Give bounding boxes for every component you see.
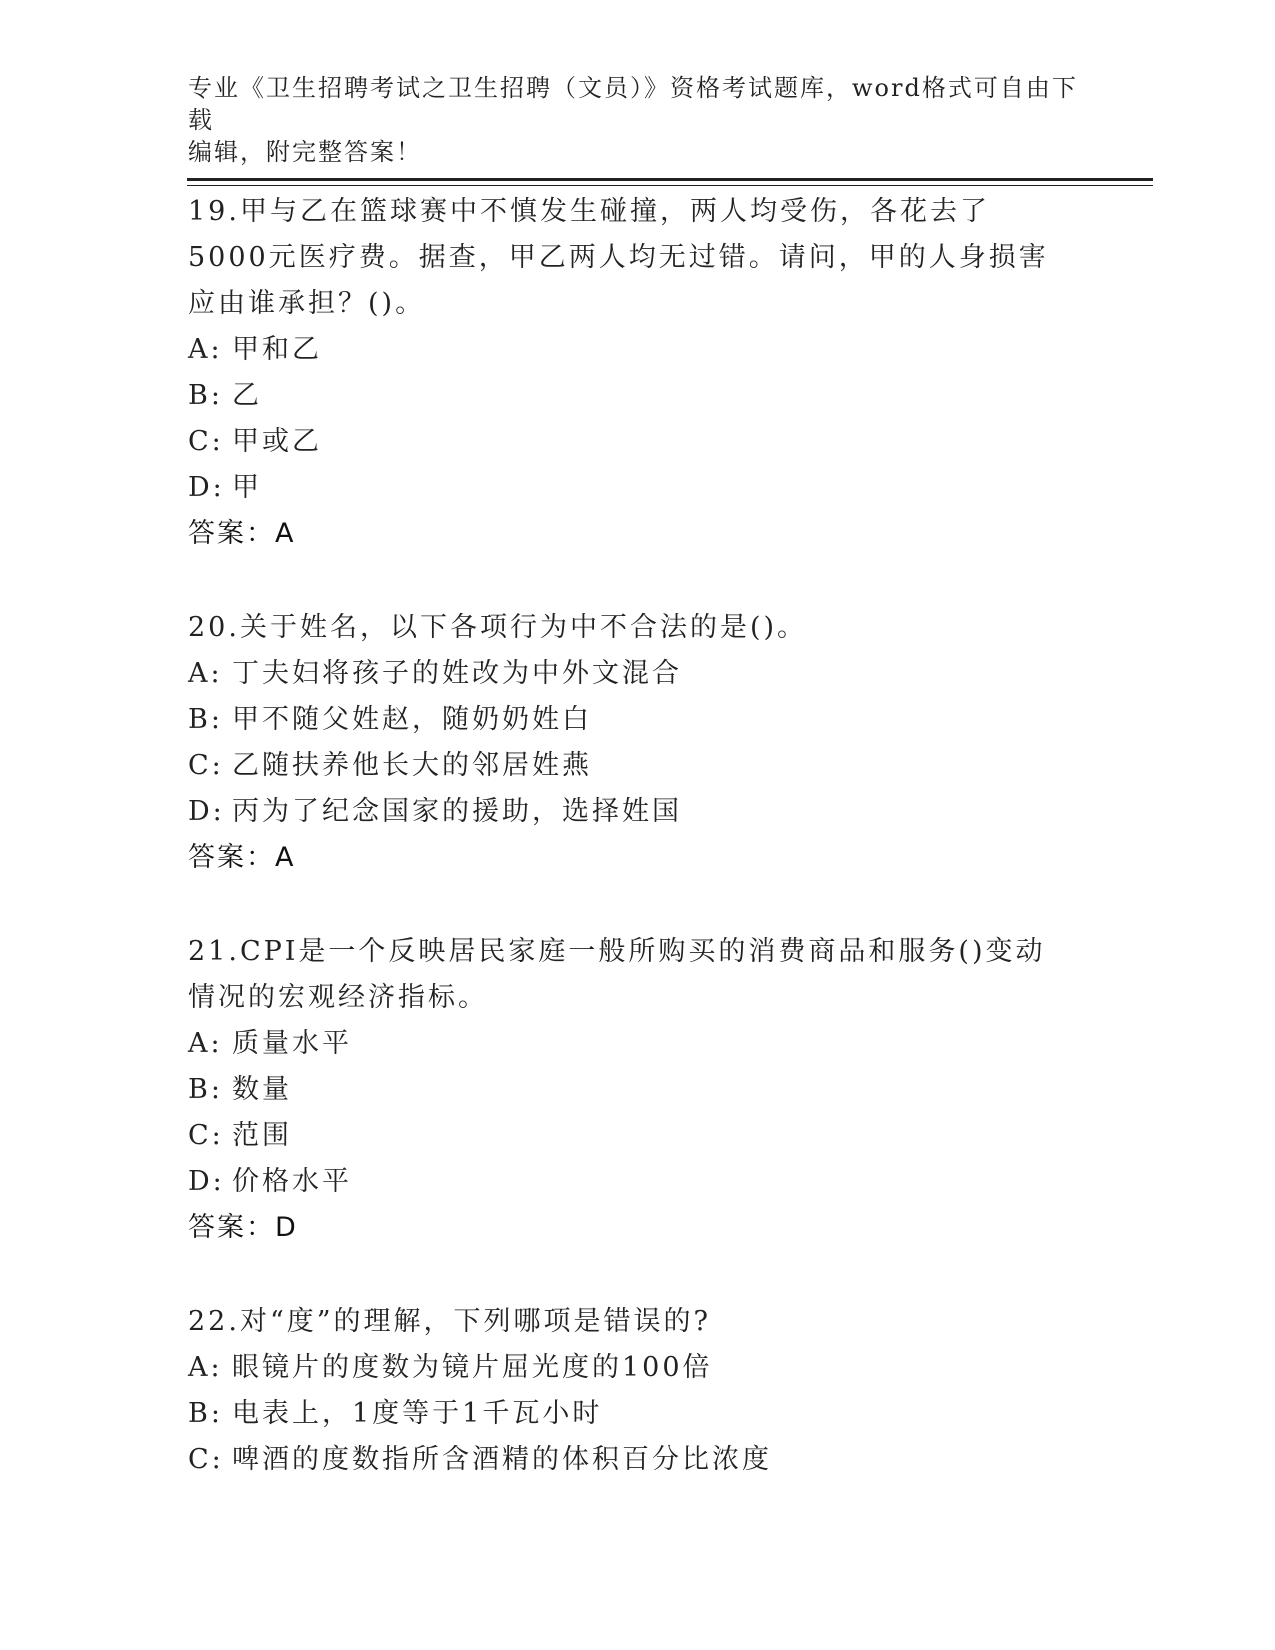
header-rule-thick	[187, 178, 1153, 181]
option-key: A:	[188, 658, 223, 689]
option-key: D:	[188, 472, 225, 503]
question-20	[188, 605, 1068, 881]
option-c	[188, 1113, 1068, 1159]
option-b	[188, 697, 1068, 743]
option-a	[188, 1021, 1068, 1067]
option-key: A:	[188, 1352, 223, 1383]
option-d	[188, 1159, 1068, 1205]
option-c	[188, 743, 1068, 789]
option-a	[188, 1345, 1068, 1391]
option-text: 甲或乙	[232, 426, 322, 457]
option-text: 甲	[232, 472, 262, 503]
option-a	[188, 327, 1068, 373]
option-text: 价格水平	[232, 1166, 352, 1197]
option-text: 范围	[232, 1120, 292, 1151]
option-key: C:	[188, 426, 224, 457]
option-key: B:	[188, 1074, 223, 1105]
answer-line: 答案：A	[188, 842, 296, 873]
option-text: 电表上，1度等于1千瓦小时	[232, 1398, 603, 1429]
option-text: 数量	[232, 1074, 292, 1105]
option-b	[188, 1067, 1068, 1113]
option-c	[188, 1437, 1068, 1483]
question-stem: 19.甲与乙在篮球赛中不慎发生碰撞，两人均受伤，各花去了5000元医疗费。据查，甲乙两人均无过错。请问，甲的人身损害应由谁承担？()。	[188, 196, 1049, 319]
option-key: D:	[188, 796, 225, 827]
option-key: B:	[188, 704, 223, 735]
question-list	[188, 189, 1068, 1531]
answer-line: 答案：A	[188, 518, 296, 549]
option-key: B:	[188, 380, 223, 411]
option-b	[188, 373, 1068, 419]
option-c	[188, 419, 1068, 465]
option-text: 啤酒的度数指所含酒精的体积百分比浓度	[232, 1444, 772, 1475]
option-text: 丙为了纪念国家的援助，选择姓国	[232, 796, 682, 827]
option-a	[188, 651, 1068, 697]
question-19	[188, 189, 1068, 557]
option-key: A:	[188, 1028, 223, 1059]
header-line-1: 专业《卫生招聘考试之卫生招聘（文员）》资格考试题库，word格式可自由下载	[188, 74, 1078, 134]
option-key: D:	[188, 1166, 225, 1197]
option-text: 乙	[232, 380, 262, 411]
document-header	[188, 72, 1088, 168]
question-stem: 20.关于姓名，以下各项行为中不合法的是()。	[188, 612, 808, 643]
header-rule-thin	[187, 185, 1153, 186]
question-21	[188, 929, 1068, 1251]
answer-line: 答案：D	[188, 1212, 298, 1243]
option-key: C:	[188, 1444, 224, 1475]
header-line-2: 编辑，附完整答案！	[188, 138, 422, 166]
option-text: 质量水平	[232, 1028, 352, 1059]
option-d	[188, 465, 1068, 511]
option-d	[188, 789, 1068, 835]
option-text: 甲不随父姓赵，随奶奶姓白	[232, 704, 592, 735]
option-key: A:	[188, 334, 223, 365]
option-text: 丁夫妇将孩子的姓改为中外文混合	[232, 658, 682, 689]
option-key: B:	[188, 1398, 223, 1429]
question-stem: 22.对“度”的理解，下列哪项是错误的?	[188, 1306, 712, 1337]
option-text: 乙随扶养他长大的邻居姓燕	[232, 750, 592, 781]
option-key: C:	[188, 750, 224, 781]
question-22	[188, 1299, 1068, 1483]
question-stem: 21.CPI是一个反映居民家庭一般所购买的消费商品和服务()变动情况的宏观经济指标。	[188, 936, 1046, 1013]
option-text: 眼镜片的度数为镜片屈光度的100倍	[232, 1352, 713, 1383]
option-b	[188, 1391, 1068, 1437]
option-key: C:	[188, 1120, 224, 1151]
option-text: 甲和乙	[232, 334, 322, 365]
